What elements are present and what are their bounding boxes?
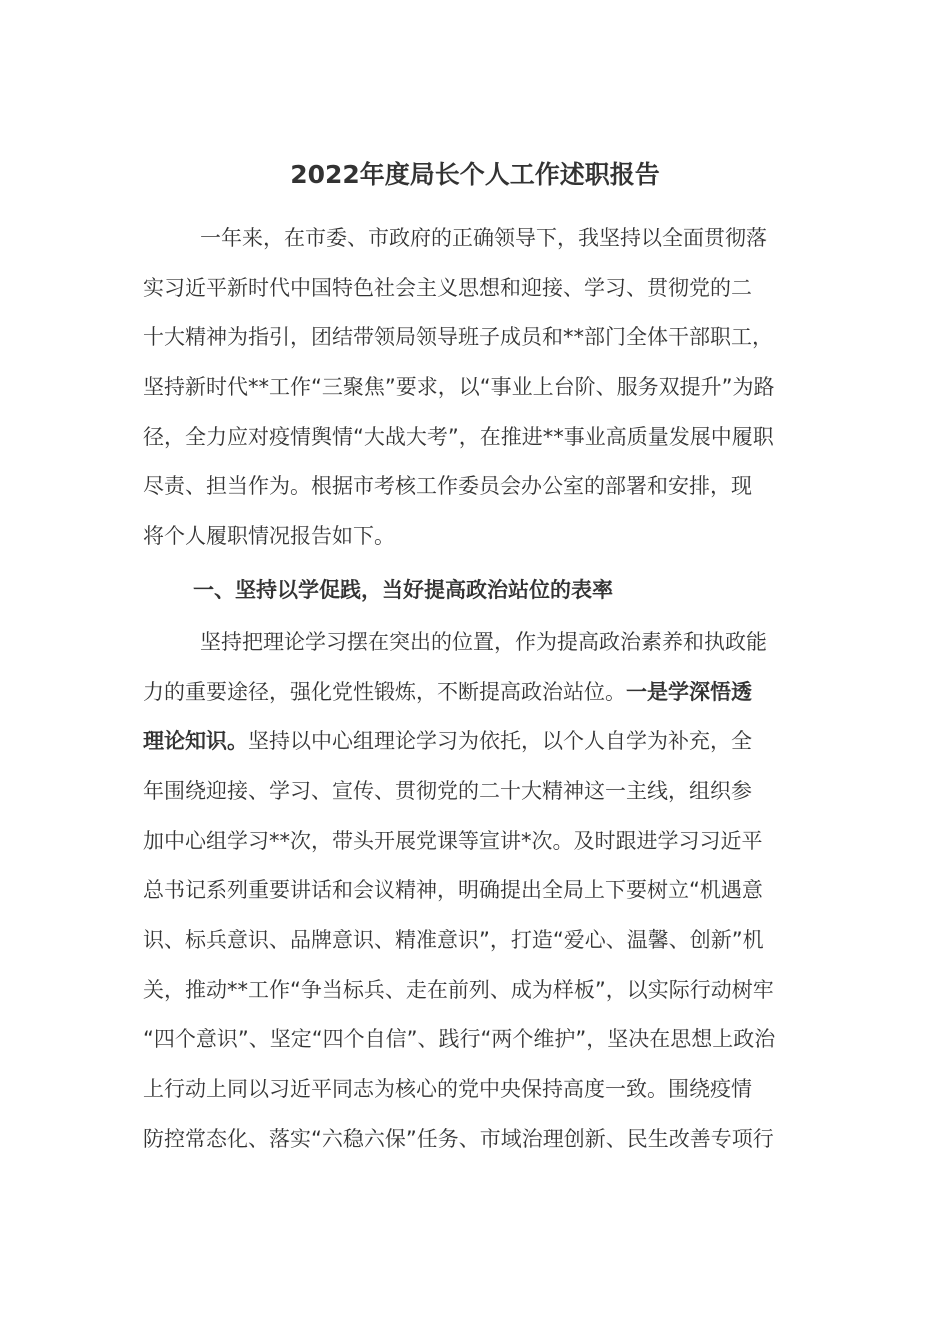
section1-line: 防控常态化、落实“六稳六保”任务、市域治理创新、民生改善专项行 [143,1126,774,1151]
section1-bold-text: 一是学深悟透 [626,679,752,704]
intro-line: 将个人履职情况报告如下。 [143,524,395,549]
section1-line: 年围绕迎接、学习、宣传、贯彻党的二十大精神这一主线，组织参 [143,778,752,803]
section1-bold-text: 理论知识。 [143,729,248,754]
intro-line: 径，全力应对疫情舆情“大战大考”，在推进**事业高质量发展中履职 [143,424,774,449]
section1-line: 关，推动**工作“争当标兵、走在前列、成为样板”，以实际行动树牢 [143,977,774,1002]
section1-line: 坚持把理论学习摆在突出的位置，作为提高政治素养和执政能 [200,629,767,654]
document-title: 2022年度局长个人工作述职报告 [290,160,660,189]
section-heading: 一、坚持以学促践，当好提高政治站位的表率 [193,577,613,602]
intro-line: 十大精神为指引，团结带领局领导班子成员和**部门全体干部职工， [143,325,773,350]
intro-line: 尽责、担当作为。根据市考核工作委员会办公室的部署和安排，现 [143,474,752,499]
section1-line: “四个意识”、坚定“四个自信”、践行“两个维护”，坚决在思想上政治 [143,1027,776,1052]
intro-line: 一年来，在市委、市政府的正确领导下，我坚持以全面贯彻落 [200,226,767,250]
section1-text: 坚持以中心组理论学习为依托，以个人自学为补充，全 [248,729,752,754]
section1-line: 识、标兵意识、品牌意识、精准意识”，打造“爱心、温馨、创新”机 [143,927,764,952]
section1-line: 加中心组学习**次，带头开展党课等宣讲*次。及时跟进学习习近平 [143,828,763,853]
section1-line: 上行动上同以习近平同志为核心的党中央保持高度一致。围绕疫情 [143,1077,752,1101]
intro-line: 坚持新时代**工作“三聚焦”要求，以“事业上台阶、服务双提升”为路 [143,375,775,400]
section1-line-mixed [143,668,811,718]
section1-line-mixed [143,717,811,767]
document-body [143,214,811,1164]
intro-line: 实习近平新时代中国特色社会主义思想和迎接、学习、贯彻党的二 [143,275,752,300]
section1-text: 力的重要途径，强化党性锻炼，不断提高政治站位。 [143,679,626,704]
section1-line: 总书记系列重要讲话和会议精神，明确提出全局上下要树立“机遇意 [143,878,763,903]
